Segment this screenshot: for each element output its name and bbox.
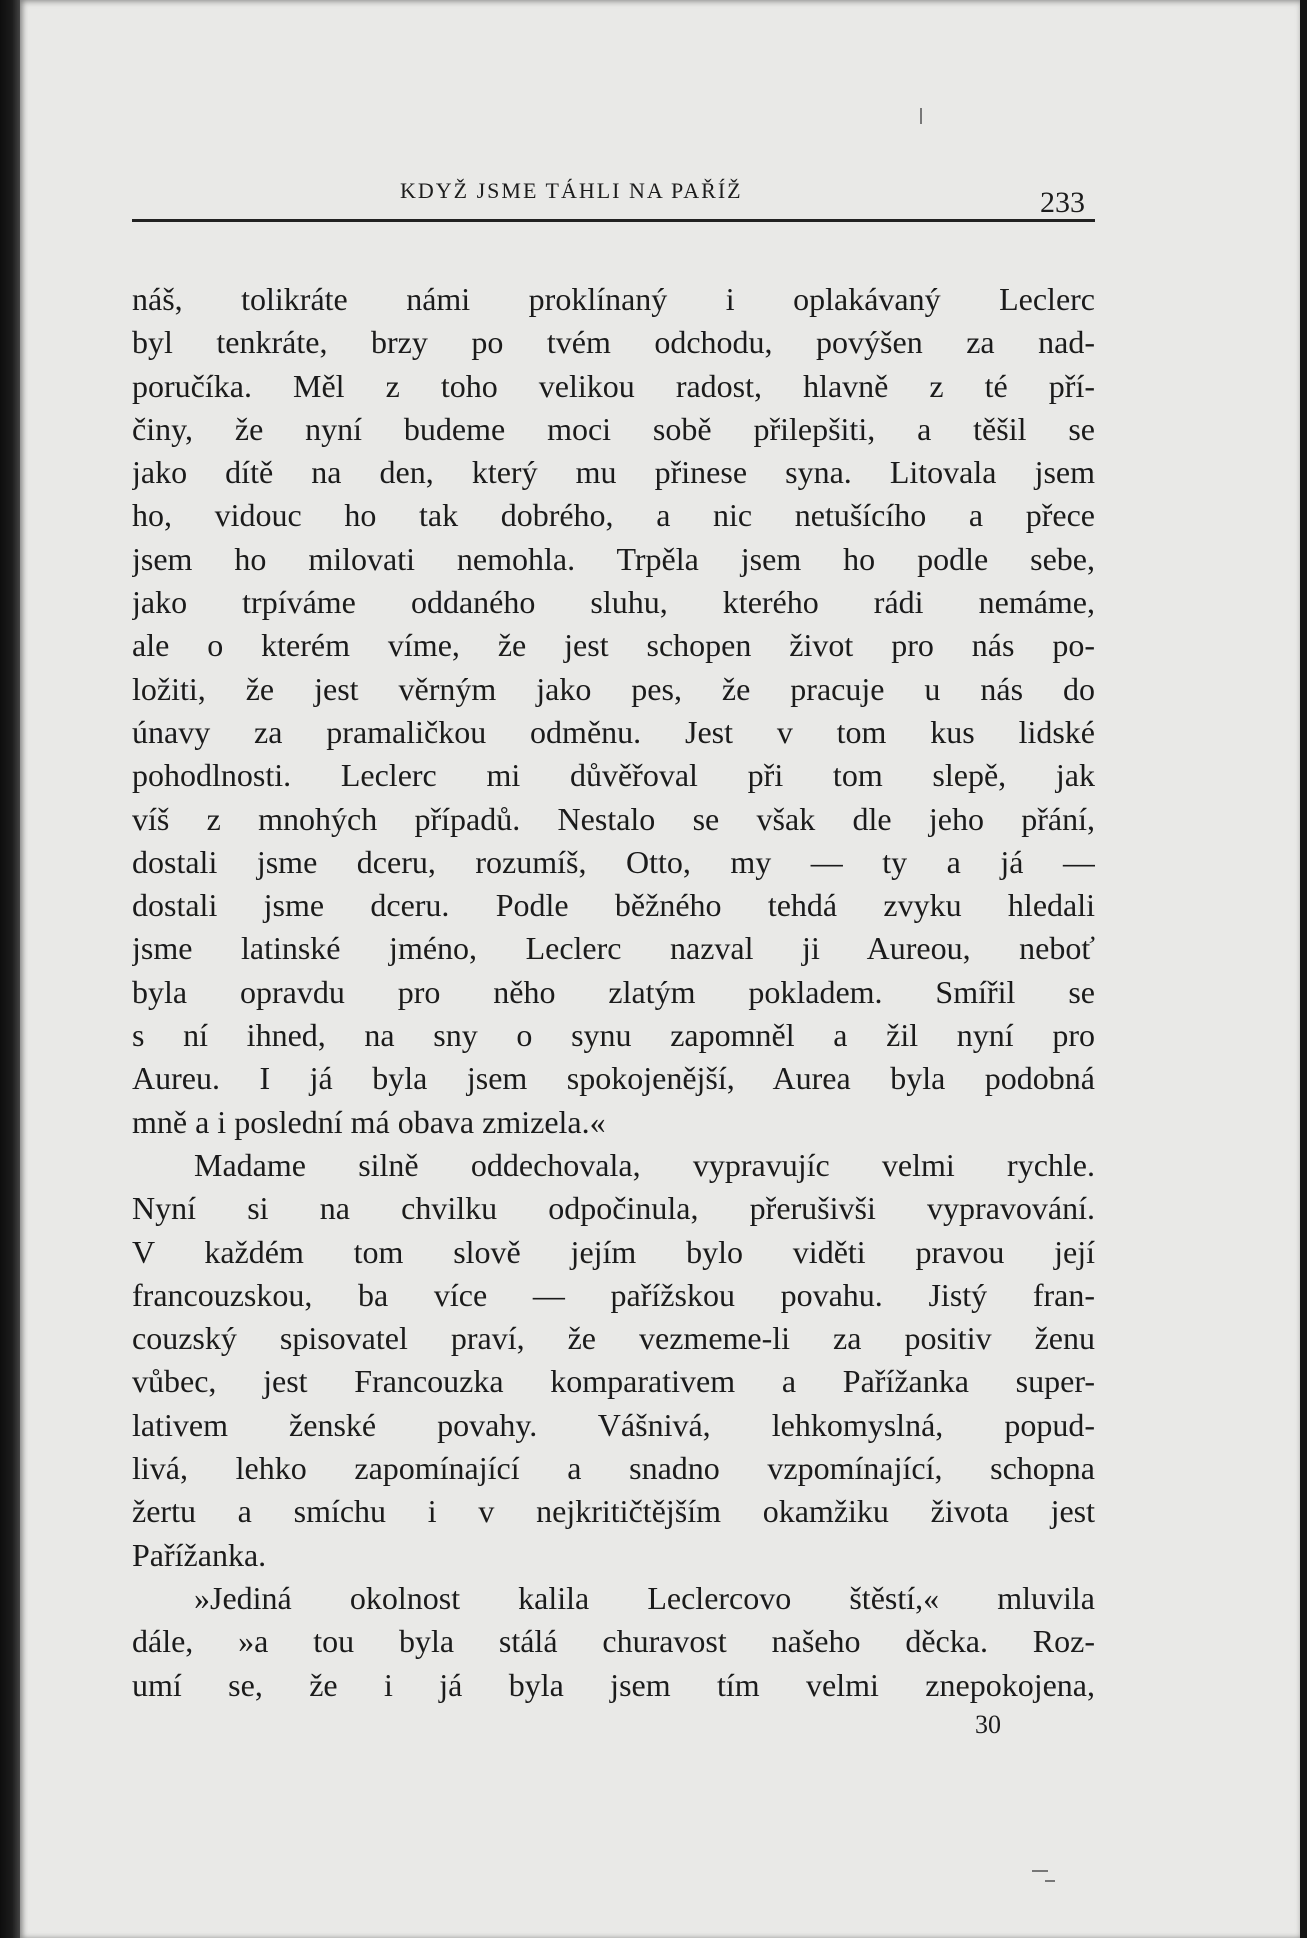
book-spine-shadow — [0, 0, 20, 1938]
text-line: lativem ženské povahy. Vášnivá, lehkomyslná, popud- — [132, 1406, 1095, 1443]
text-line: vůbec, jest Francouzka komparativem a Pařížanka super- — [132, 1363, 1095, 1400]
printer-signature: 30 — [975, 1710, 1001, 1739]
text-line: Pařížanka. — [132, 1536, 267, 1573]
text-line: s ní ihned, na sny o synu zapomněl a žil nyní pro — [132, 1017, 1095, 1054]
header-rule — [132, 219, 1095, 222]
running-title: KDYŽ JSME TÁHLI NA PAŘÍŽ — [400, 178, 743, 203]
text-line: umí se, že i já byla jsem tím velmi znepokojena, — [132, 1666, 1095, 1703]
text-line: víš z mnohých případů. Nestalo se však dle jeho přání, — [132, 800, 1095, 837]
text-line: couzský spisovatel praví, že vezmeme-li za positiv ženu — [132, 1320, 1095, 1357]
body-text — [132, 278, 1095, 1707]
paragraph-start-line: Madame silně oddechovala, vypravujíc velmi rychle. — [194, 1146, 1095, 1183]
text-line: dostali jsme dceru, rozumíš, Otto, my — ty a já — — [132, 843, 1095, 880]
text-line: Nyní si na chvilku odpočinula, přerušivši vypravování. — [132, 1190, 1095, 1227]
text-line: dále, »a tou byla stálá churavost našeho děcka. Roz- — [132, 1623, 1095, 1660]
text-line: jsem ho milovati nemohla. Trpěla jsem ho podle sebe, — [132, 540, 1095, 577]
text-line: francouzskou, ba více — pařížskou povahu. Jistý fran- — [132, 1276, 1095, 1313]
text-line: ložiti, že jest věrným jako pes, že pracuje u nás do — [132, 670, 1095, 707]
text-line: jsme latinské jméno, Leclerc nazval ji Aureou, neboť — [132, 930, 1095, 967]
text-line: žertu a smíchu i v nejkritičtějším okamžiku života jest — [132, 1493, 1095, 1530]
text-line: byl tenkráte, brzy po tvém odchodu, povýšen za nad- — [132, 324, 1095, 361]
text-line: ale o kterém víme, že jest schopen život pro nás po- — [132, 627, 1095, 664]
paper-speck — [1045, 1880, 1055, 1882]
text-line: V každém tom slově jejím bylo viděti pravou její — [132, 1233, 1095, 1270]
text-line: ho, vidouc ho tak dobrého, a nic netušícího a přece — [132, 497, 1095, 534]
page-number: 233 — [1040, 186, 1085, 219]
text-line: dostali jsme dceru. Podle běžného tehdá zvyku hledali — [132, 887, 1095, 924]
paper-speck — [920, 108, 922, 124]
text-line: pohodlnosti. Leclerc mi důvěřoval při tom slepě, jak — [132, 757, 1095, 794]
text-line: činy, že nyní budeme moci sobě přilepšiti, a těšil se — [132, 410, 1095, 447]
text-line: jako dítě na den, který mu přinese syna. Litovala jsem — [132, 454, 1095, 491]
text-line: únavy za pramaličkou odměnu. Jest v tom kus lidské — [132, 713, 1095, 750]
text-line: Aureu. I já byla jsem spokojenější, Aurea byla podobná — [132, 1060, 1095, 1097]
text-line: poručíka. Měl z toho velikou radost, hlavně z té pří- — [132, 367, 1095, 404]
text-line: livá, lehko zapomínající a snadno vzpomínající, schopna — [132, 1450, 1095, 1487]
text-line: mně a i poslední má obava zmizela.« — [132, 1103, 606, 1140]
paragraph-start-line: »Jediná okolnost kalila Leclercovo štěstí,« mluvila — [194, 1579, 1095, 1616]
book-page — [20, 0, 1300, 1938]
text-line: jako trpíváme oddaného sluhu, kterého rádi nemáme, — [132, 584, 1095, 621]
paper-speck — [1032, 1870, 1048, 1872]
text-line: náš, tolikráte námi proklínaný i oplakávaný Leclerc — [132, 281, 1095, 317]
text-line: byla opravdu pro něho zlatým pokladem. Smířil se — [132, 973, 1095, 1010]
